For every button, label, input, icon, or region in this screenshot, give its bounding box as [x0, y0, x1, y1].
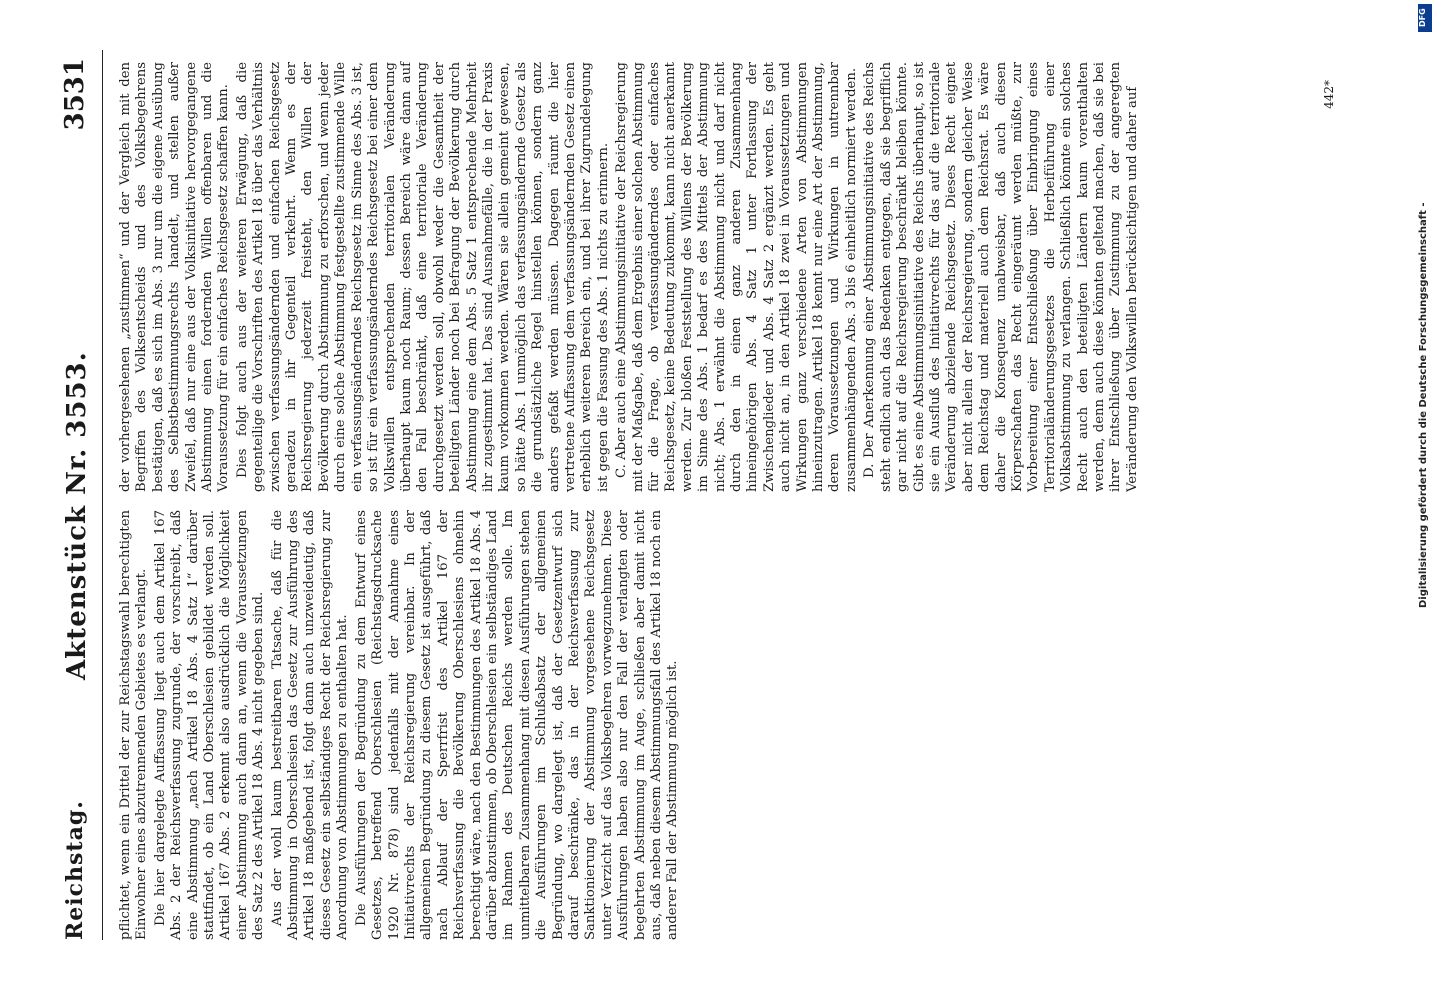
header-rule — [102, 50, 103, 940]
page-number: 3531 — [60, 58, 90, 131]
paragraph: Die Ausführungen der Begründung zu dem Entwurf eines Gesetzes, betreffend Oberschlesien (Reichstagsdrucksache 1920 Nr. 878) sind jedenfalls mit der Annahme eines Initiativrechts der Reichsregierung vereinbar. In der allgemeinen Begründung zu diesem Gesetz ist ausgeführt, daß nach Ablauf der Sperrfrist des Artikel 167 der Reichsverfassung die Bevölkerung Oberschlesiens ohnehin berechtigt wäre, nach den Bestimmungen des Artikel 18 Abs. 4 darüber abzustimmen, ob Oberschlesien ein selbständiges Land im Rahmen des Deutschen Reichs werden solle. Im unmittelbaren Zusammenhang mit diesen Ausführungen stehen die Ausführungen im Schlußabsatz der allgemeinen Begründung, wo dargelegt ist, daß der Gesetzentwurf sich darauf beschränke, das in der Reichsverfassung zur Sanktionierung der Abstimmung vorgesehene Reichsgesetz unter Verzicht auf das Volksbegehren vorwegzunehmen. Diese Ausführungen haben also nur den Fall der verlangten oder begehrten Abstimmung im Auge, schließen aber damit nicht aus, daß neben diesem Abstimmungsfall des Artikel 18 noch ein anderer Fall der Abstimmung möglich ist. — [353, 510, 681, 940]
dfg-badge: DFG — [1418, 4, 1432, 32]
paragraph: der vorhergesehenen „zustimmen“ und der Vergleich mit den Begriffen des Volksentscheids und des Volksbegehrens bestätigen, daß es sich im Abs. 3 nur um die eigene Ausübung des Selbstbestimmungsrechts handelt, und stellen außer Zweifel, daß nur eine aus der Volksinitiative hervorgegangene Abstimmung einen fordernden Willen offenbaren und die Voraussetzung für ein einfaches Reichsgesetz schaffen kann. — [118, 62, 232, 492]
digitization-note: Digitalisierung gefördert durch die Deutsche Forschungsgemeinschaft - — [1418, 202, 1429, 608]
header-left: Reichstag. — [62, 800, 88, 940]
paragraph: Dies folgt auch aus der weiteren Erwägung, daß die gegenteilige die Vorschriften des Artikel 18 über das Verhältnis zwischen verfassungsändernden und einfachen Reichsgesetz geradezu in ihr Gegenteil verkehrt. Wenn es der Reichsregierung jederzeit freisteht, den Willen der Bevölkerung durch Abstimmung zu erforschen, und wenn jeder durch eine solche Abstimmung festgestellte zustimmende Wille ein verfassungsänderndes Reichsgesetz im Sinne des Abs. 3 ist, so ist für ein verfassungsänderndes Reichsgesetz bei einer dem Volkswillen entsprechenden territorialen Veränderung überhaupt kaum noch Raum; dessen Bereich wäre dann auf den Fall beschränkt, daß eine territoriale Veränderung durchgesetzt werden soll, obwohl weder die Gesamtheit der beteiligten Länder noch bei Befragung der Bevölkerung durch Abstimmung eine dem Abs. 5 Satz 1 entsprechende Mehrheit ihr zugestimmt hat. Das sind Ausnahmefälle, die in der Praxis kaum vorkommen werden. Wären sie allein gemeint gewesen, so hätte Abs. 1 unmöglich das verfassungsändernde Gesetz als die grundsätzliche Regel hinstellen können, sondern ganz anders gefaßt werden müssen. Dagegen räumt die hier vertretene Auffassung dem verfassungsändernden Gesetz einen erheblich weiteren Bereich ein, und bei ihrer Zugrundelegung ist gegen die Fassung des Abs. 1 nichts zu erinnern. — [234, 62, 611, 492]
text-column-right — [118, 62, 1143, 492]
signature-mark: 442* — [1322, 80, 1336, 109]
rotated-document-page — [40, 50, 1400, 980]
paragraph: pflichtet, wenn ein Drittel der zur Reichstagswahl berechtigten Einwohner eines abzutrennenden Gebietes es verlangt. — [118, 510, 150, 940]
header-title: Aktenstück Nr. 3553. — [62, 351, 92, 680]
paragraph: C. Aber auch eine Abstimmungsinitiative der Reichsregierung mit der Maßgabe, daß dem Ergebnis einer solchen Abstimmung für die Frage, ob verfassungänderndes oder einfaches Reichsgesetz, keine Bedeutung zukommt, kann nicht anerkannt werden. Zur bloßen Feststellung des Willens der Bevölkerung im Sinne des Abs. 1 bedarf es des Mittels der Abstimmung nicht; Abs. 1 erwähnt die Abstimmung nicht und darf nicht durch den in einen ganz anderen Zusammenhang hineingehörigen Abs. 4 Satz 1 unter Fortlassung der Zwischenglieder und Abs. 4 Satz 2 ergänzt werden. Es geht auch nicht an, in den Artikel 18 zwei in Voraussetzungen und Wirkungen ganz verschiedene Arten von Abstimmungen hineinzutragen. Artikel 18 kennt nur eine Art der Abstimmung, deren Voraussetzungen und Wirkungen in untrennbar zusammenhängenden Abs. 3 bis 6 einheitlich normiert werden. — [614, 62, 859, 492]
paragraph: Aus der wohl kaum bestreitbaren Tatsache, daß für die Abstimmung in Oberschlesien das Gesetz zur Ausführung des Artikel 18 maßgebend ist, folgt dann auch unzweideutig, daß dieses Gesetz ein selbständiges Recht der Reichsregierung zur Anordnung von Abstimmungen zu enthalten hat. — [269, 510, 351, 940]
page-header — [40, 50, 110, 980]
text-column-left — [118, 510, 684, 940]
paragraph: D. Der Anerkennung einer Abstimmungsinitiative des Reichs steht endlich auch das Bedenken entgegen, daß sie begrifflich gar nicht auf die Reichsregierung beschränkt bleiben könnte. Gibt es eine Abstimmungsinitiative des Reichs überhaupt, so ist sie ein Ausfluß des Initiativrechts für das auf die territoriale Veränderung abzielende Reichsgesetz. Dieses Recht eignet aber nicht allein der Reichsregierung, sondern gleicher Weise dem Reichstag und materiell auch dem Reichsrat. Es wäre daher die Konsequenz unabweisbar, daß auch diesen Körperschaften das Recht eingeräumt werden müßte, zur Vorbereitung einer Entschließung über Einbringung eines Territorialänderungsgesetzes die Herbeiführung einer Volksabstimmung zu verlangen. Schließlich könnte ein solches Recht auch den beteiligten Ländern kaum vorenthalten werden, denn auch diese könnten geltend machen, daß sie bei ihrer Entschließung über Zustimmung zu der angeregten Veränderung den Volkswillen berücksichtigen und daher auf — [862, 62, 1140, 492]
digitization-sidebar — [1418, 8, 1434, 608]
paragraph: Die hier dargelegte Auffassung liegt auch dem Artikel 167 Abs. 2 der Reichsverfassung zugrunde, der vorschreibt, daß eine Abstimmung „nach Artikel 18 Abs. 4 Satz 1“ darüber stattfindet, ob ein Land Oberschlesien gebildet werden soll. Artikel 167 Abs. 2 erkennt also ausdrücklich die Möglichkeit einer Abstimmung auch dann an, wenn die Voraussetzungen des Satz 2 des Artikel 18 Abs. 4 nicht gegeben sind. — [152, 510, 267, 940]
